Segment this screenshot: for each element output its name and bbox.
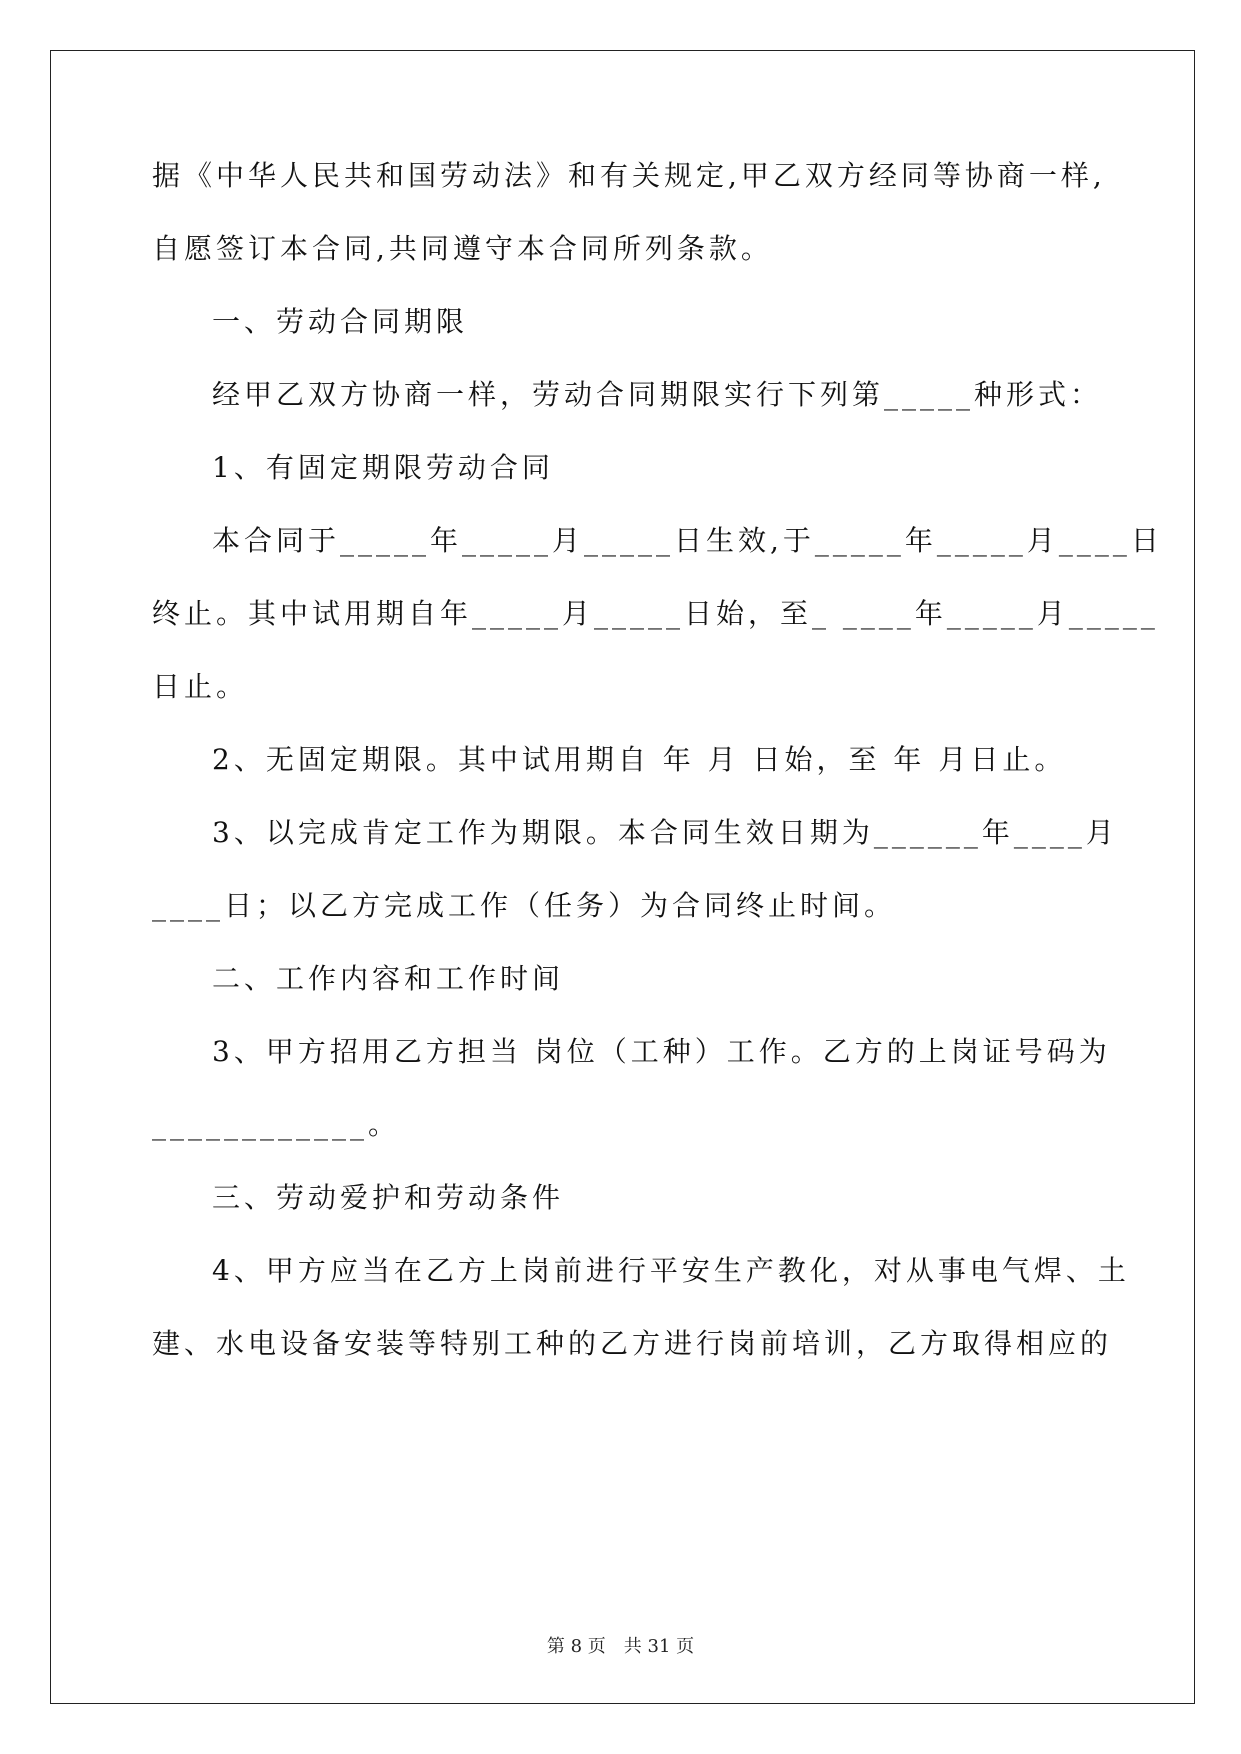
section-heading: 一、劳动合同期限 <box>212 305 469 338</box>
paragraph-line: 日止。 <box>152 670 249 703</box>
section-heading: 二、工作内容和工作时间 <box>212 962 565 995</box>
clause-heading: 1、有固定期限劳动合同 <box>212 451 554 484</box>
paragraph-line: 终止。其中试用期自年_____月_____日始，至_ ____年_____月_____ <box>152 597 1159 630</box>
paragraph-line: ____日；以乙方完成工作（任务）为合同终止时间。 <box>152 889 897 922</box>
paragraph-line: 3、以完成肯定工作为期限。本合同生效日期为______年____月 <box>212 816 1118 849</box>
paragraph-line: ____________。 <box>152 1108 401 1141</box>
page-border <box>50 50 1195 1704</box>
paragraph-line: 4、甲方应当在乙方上岗前进行平安生产教化，对从事电气焊、土 <box>212 1254 1130 1287</box>
page-number-footer: 第 8 页 共 31 页 <box>546 1636 695 1657</box>
section-heading: 三、劳动爱护和劳动条件 <box>212 1181 565 1214</box>
paragraph-line: 建、水电设备安装等特别工种的乙方进行岗前培训，乙方取得相应的 <box>152 1327 1113 1360</box>
paragraph-line: 3、甲方招用乙方担当 岗位（工种）工作。乙方的上岗证号码为 <box>212 1035 1111 1068</box>
paragraph-line: 2、无固定期限。其中试用期自 年 月 日始，至 年 月日止。 <box>212 743 1067 776</box>
paragraph-line: 经甲乙双方协商一样，劳动合同期限实行下列第_____种形式： <box>212 378 1103 411</box>
paragraph-line: 据《中华人民共和国劳动法》和有关规定,甲乙双方经同等协商一样, <box>152 159 1106 192</box>
paragraph-line: 本合同于_____年_____月_____日生效,于_____年_____月____日 <box>212 524 1163 557</box>
paragraph-line: 自愿签订本合同,共同遵守本合同所列条款。 <box>152 232 773 265</box>
